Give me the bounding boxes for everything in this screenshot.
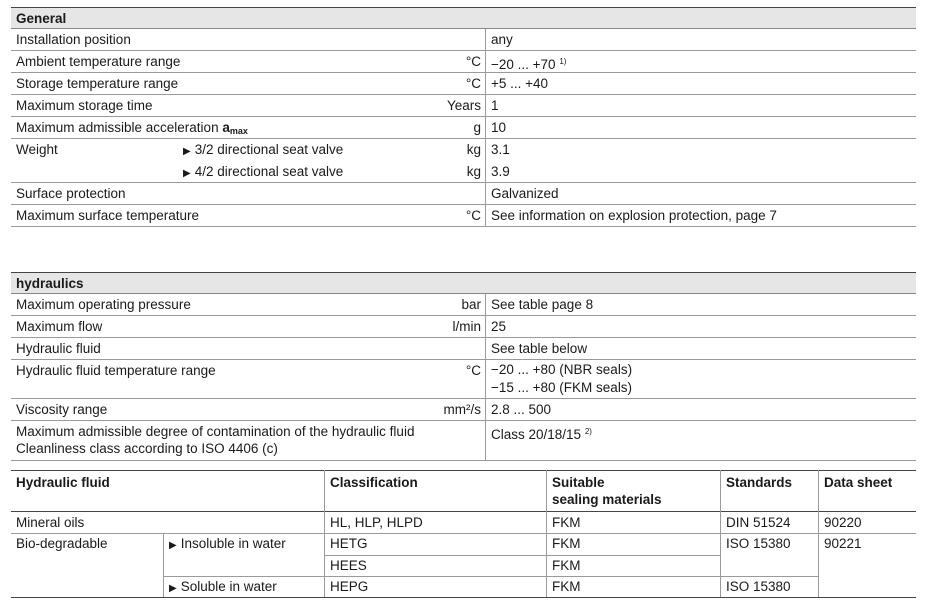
fluid-standard: DIN 51524 [726,515,791,530]
general-section [11,7,916,227]
row-label: Ambient temperature range [16,54,181,69]
row-label: Maximum operating pressure [16,297,191,312]
fluid-subtype: ▶ Insoluble in water [169,536,286,551]
fluid-name: Bio-degradable [16,536,108,551]
table-row [11,73,916,95]
row-value: See information on explosion protection, page 7 [491,208,777,223]
row-value: See table page 8 [491,297,594,312]
table-row [11,338,916,360]
fluid-sealing: FKM [552,536,581,551]
fluid-subtype: ▶ Soluble in water [169,579,277,594]
row-unit: °C [465,363,481,378]
row-value: 2.8 ... 500 [491,402,552,417]
fluid-name: Mineral oils [16,515,85,530]
row-unit: l/min [452,319,481,334]
row-sublabel: ▶ 3/2 directional seat valve [183,142,344,157]
row-unit: mm²/s [443,402,481,417]
header-sealing: Suitable sealing materials [552,475,662,507]
row-unit: Years [446,98,481,113]
table-row [11,205,916,227]
row-label: Storage temperature range [16,76,179,91]
row-unit: °C [465,54,481,69]
table-row [11,117,916,139]
header-standards: Standards [726,475,793,490]
row-value: 3.9 [491,164,510,179]
table-row [11,360,916,399]
hydraulics-section [11,272,916,461]
row-label: Installation position [16,32,131,47]
row-unit: kg [466,164,481,179]
row-label: Maximum admissible acceleration $a_{max}$ [16,120,248,136]
hydraulics-title: hydraulics [11,272,916,294]
triangle-bullet-icon: ▶ [169,540,177,551]
row-value: See table below [491,341,588,356]
fluid-datasheet: 90221 [824,536,862,551]
row-label: Viscosity range [16,402,108,417]
row-value: any [491,32,513,47]
row-value: 25 [491,319,507,334]
fluid-classification: HEES [330,558,367,573]
header-hydraulic-fluid: Hydraulic fluid [16,475,110,490]
row-label: Maximum admissible degree of contamination of the hydraulic fluid Cleanliness class according to ISO 4406 (c) [16,424,415,456]
fluid-standard: ISO 15380 [726,579,791,594]
table-row [11,183,916,205]
header-classification: Classification [330,475,418,490]
triangle-bullet-icon: ▶ [169,583,177,594]
table-row [11,421,916,461]
fluid-datasheet: 90220 [824,515,862,530]
row-label: Maximum surface temperature [16,208,200,223]
triangle-bullet-icon: ▶ [183,168,191,179]
table-row [11,29,916,51]
table-row [11,161,916,183]
row-value: 10 [491,120,507,135]
fluid-classification: HEPG [330,579,369,594]
row-value: Class 20/18/15 $^{2)}$ [491,427,592,442]
footnote-ref: 2) [584,427,592,436]
row-label: Weight [16,142,58,157]
row-unit: °C [465,76,481,91]
row-label: Surface protection [16,186,126,201]
row-label: Hydraulic fluid temperature range [16,363,216,378]
row-value: 3.1 [491,142,510,157]
table-row [11,399,916,421]
fluid-sealing: FKM [552,515,581,530]
row-unit: bar [461,297,481,312]
row-sublabel: ▶ 4/2 directional seat valve [183,164,344,179]
row-label: Maximum storage time [16,98,153,113]
table-row [11,95,916,117]
table-row [11,139,916,161]
row-value: +5 ... +40 [491,76,549,91]
row-value: Galvanized [491,186,559,201]
row-value: 1 [491,98,499,113]
general-title: General [11,7,916,29]
fluid-sealing: FKM [552,558,581,573]
table-row [11,316,916,338]
table-row [11,294,916,316]
fluid-sealing: FKM [552,579,581,594]
row-unit: g [473,120,481,135]
row-label: Hydraulic fluid [16,341,101,356]
triangle-bullet-icon: ▶ [183,146,191,157]
row-value: −20 ... +70 $^{1)}$ [491,57,567,72]
table-row [11,51,916,73]
row-unit: kg [466,142,481,157]
row-unit: °C [465,208,481,223]
fluid-classification: HETG [330,536,368,551]
fluid-standard: ISO 15380 [726,536,791,551]
row-label: Maximum flow [16,319,103,334]
header-data-sheet: Data sheet [824,475,893,490]
footnote-ref: 1) [559,57,567,66]
fluid-classification: HL, HLP, HLPD [330,515,423,530]
row-value: −20 ... +80 (NBR seals) −15 ... +80 (FKM seals) [491,362,633,395]
hydraulic-fluid-table [11,470,916,598]
